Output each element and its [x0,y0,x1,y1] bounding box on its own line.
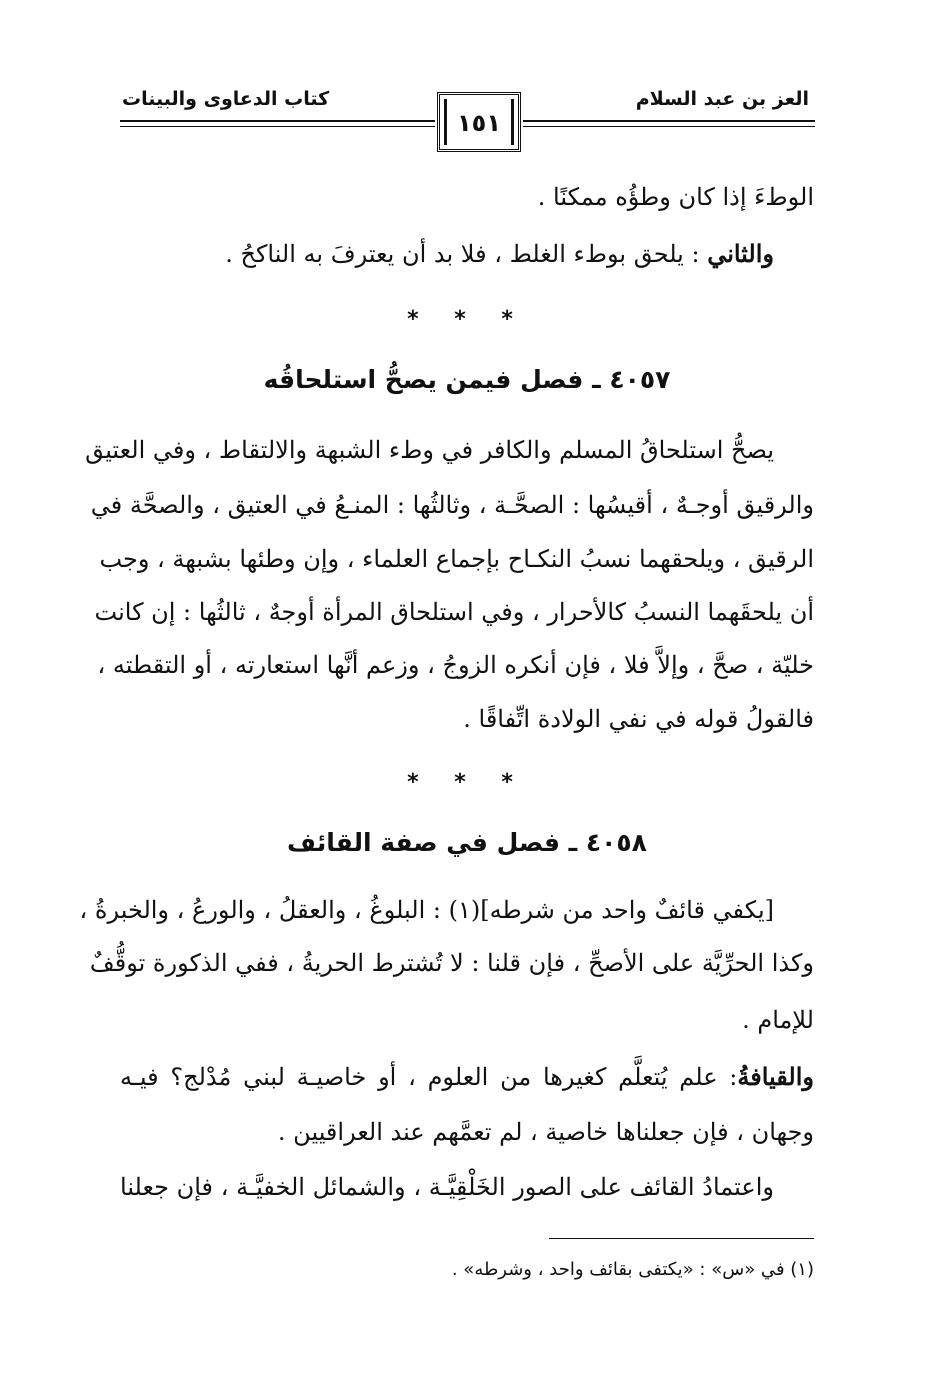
body-line: وكذا الحرِّيَّة على الأصحِّ ، فإن قلنا : لا تُشترط الحريةُ ، ففي الذكورة توقُّفٌ [89,949,814,977]
bold-term: والثاني [707,239,774,268]
body-line: وجهان ، فإن جعلناها خاصية ، لم تعمَّهم عند العراقيين . [277,1118,814,1146]
footnote-rule [549,1238,814,1239]
body-line: الوطءَ إذا كان وطؤُه ممكنًا . [537,183,814,211]
body-text: : علم يُتعلَّم كغيرها من العلوم ، أو خاصيـة لبني مُدْلج؟ فيـه [120,1063,738,1091]
header-rule-left-thick [120,120,435,122]
body-line: يصحُّ استلحاقُ المسلم والكافر في وطء الشبهة والالتقاط ، وفي العتيق [85,436,774,464]
running-header-author: العز بن عبد السلام [635,88,809,110]
page-number-frame [437,92,521,152]
header-rule-right-thick [523,120,815,122]
page-number: ١٥١ [457,109,501,137]
body-line: أن يلحقَهما النسبُ كالأحرار ، وفي استلحاق المرأة أوجهٌ ، ثالثُها : إن كانت [94,598,814,626]
body-line: والرقيق أوجـهٌ ، أقيسُها : الصحَّـة ، وثالثُها : المنـعُ في العتيق ، والصحَّة في [90,491,814,519]
body-text: : يلحق بوطء الغلط ، فلا بد أن يعترفَ به الناكحُ . [225,240,700,268]
body-line: للإمام . [742,1006,814,1034]
footnote: (١) في «س» : «يكتفى بقائف واحد ، وشرطه» . [451,1259,814,1280]
body-line [120,1060,814,1094]
body-line: واعتمادُ القائف على الصور الخَلْقِيَّـة ، والشمائل الخفيَّـة ، فإن جعلنا [120,1173,774,1201]
body-line: الرقيق ، ويلحقهما نسبُ النكـاح بإجماع العلماء ، وإن وطئها بشبهة ، وجب [99,545,814,573]
body-line: فالقولُ قوله في نفي الولادة اتِّفاقًا . [463,705,814,733]
body-line [120,237,774,271]
body-line: [يكفي قائفٌ واحد من شرطه](١) : البلوغُ ، والعقلُ ، والورعُ ، والخبرةُ ، [79,896,774,924]
header-rule-right-thin [523,126,815,127]
section-separator: * * * [407,307,527,332]
header-rule-left-thin [120,126,435,127]
body-line: خليّة ، صحَّ ، وإلاَّ فلا ، فإن أنكره الزوجُ ، وزعم أنَّها استعارته ، أو التقطته ، [97,651,814,679]
section-separator: * * * [407,770,527,795]
section-heading-4057: ٤٠٥٧ ـ فصل فيمن يصحُّ استلحاقُه [263,365,671,394]
section-heading-4058: ٤٠٥٨ ـ فصل في صفة القائف [287,828,647,857]
running-header-book-title: كتاب الدعاوى والبينات [122,88,330,110]
bold-term: والقيافةُ [737,1062,814,1091]
